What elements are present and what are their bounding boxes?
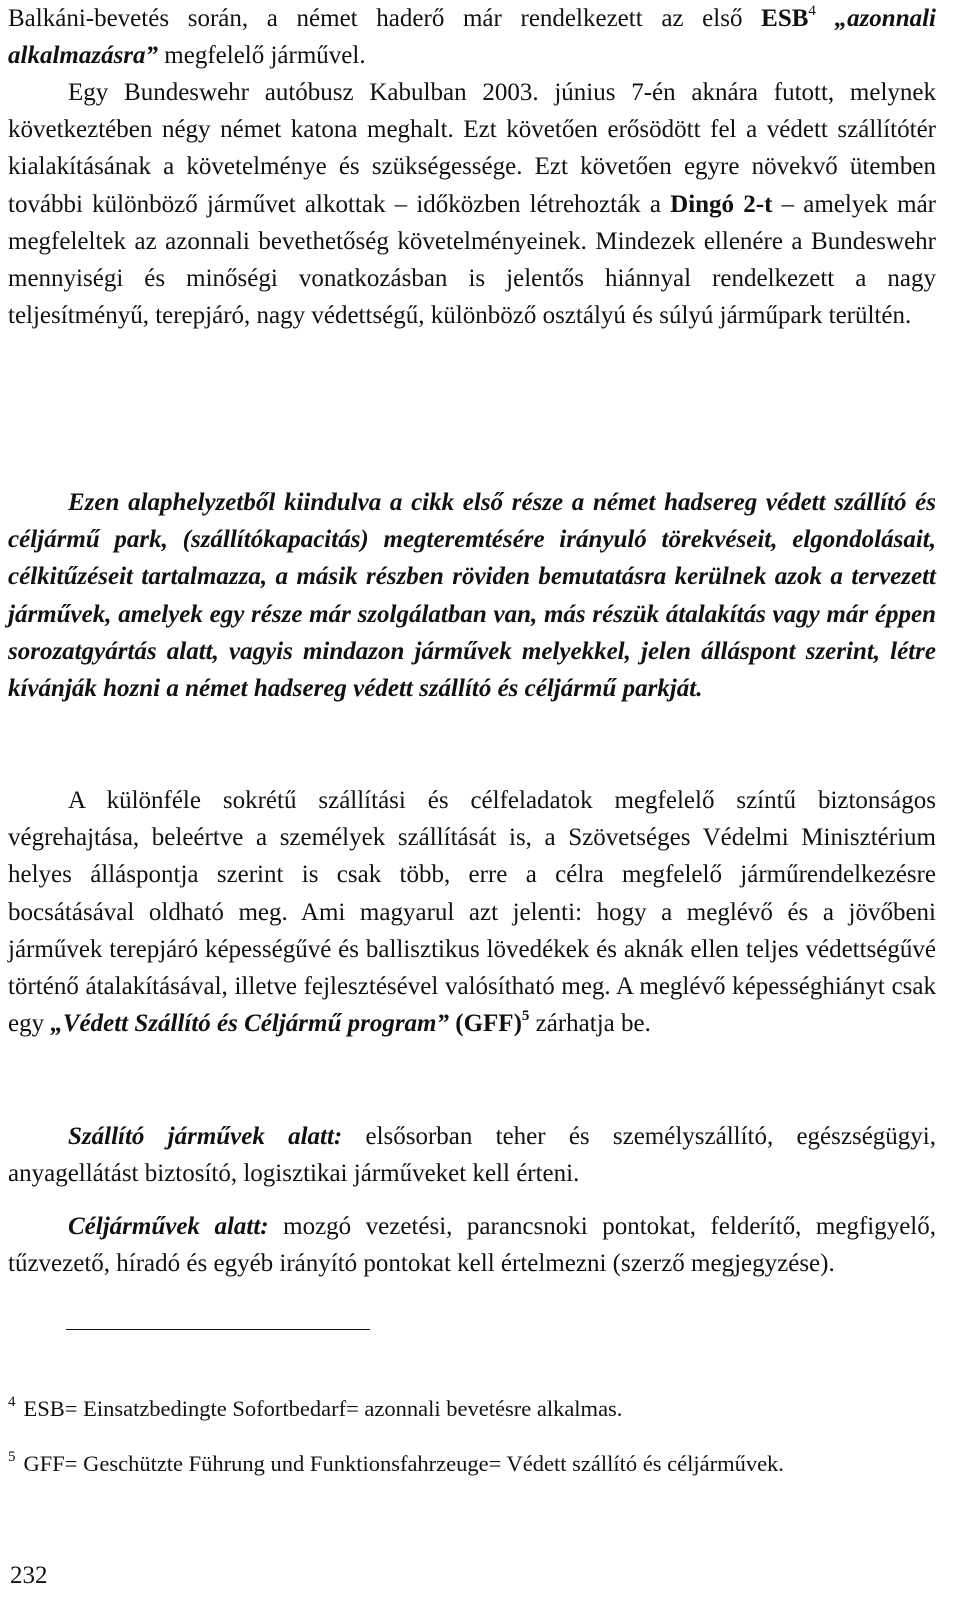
immediate-use-quote: „azonnali alkalmazásra” [8,5,937,70]
gff-text-after: zárhatja be. [535,1010,651,1038]
esb-acronym: ESB [761,5,809,32]
target-vehicles-term: Céljárművek alatt: [68,1213,269,1240]
target-vehicles-text: mozgó vezetési, parancsnoki pontokat, felderítő, megfigyelő, tűzvezető, híradó és egyéb irányító pontokat kell értelmezni (szerző megjegyzése). [8,1213,937,1278]
bundeswehr-text-after: – amelyek már megfeleltek az azonnali bevethetőség követelményeinek. Mindezek ellenére a Bundeswehr mennyiségi és minőségi vonatkozásban is jelentős hiánnyal rendelkezett a nagy teljesítményű, terepjáró, nagy védettségű, különböző osztályú és súlyú járműpark terültén. [8,190,937,330]
transport-vehicles-text: elsősorban teher és személyszállító, egészségügyi, anyagellátást biztosító, logisztikai járműveket kell érteni. [8,1123,936,1188]
intro-after-text: megfelelő járművel. [164,42,366,70]
footnote-5-number: 5 [8,1449,16,1465]
footnote-5 [8,1447,784,1480]
intro-text: Balkáni-bevetés során, a német haderő már rendelkezett az első [8,5,743,32]
article-summary-paragraph: Ezen alaphelyzetből kiindulva a cikk első része a német hadsereg védett szállító és céljármű park, (szállítókapacitás) megteremtésére irányuló törekvéseit, elgondolásait, célkitűzéseit tartalmazza, a másik részben röviden bemutatásra kerülnek azok a tervezett járművek, amelyek egy része már szolgálatban van, más részük átalakítás vagy már éppen sorozatgyártás alatt, vagyis mindazon járművek melyekkel, jelen álláspont szerint, létre kívánják hozni a német hadsereg védett szállító és céljármű parkját. [8,489,936,703]
target-vehicles-definition [8,1208,936,1282]
page-number: 232 [10,1562,48,1589]
footnote-ref-5[interactable]: 5 [521,1008,530,1025]
intro-paragraph [8,0,936,74]
footnote-separator [66,1329,370,1330]
footnote-4 [8,1392,622,1425]
gff-program-name: „Védett Szállító és Céljármű program” [50,1010,450,1038]
footnote-ref-4[interactable]: 4 [808,3,816,19]
footnote-4-number: 4 [8,1394,16,1410]
dingo-vehicle-name: Dingó 2-t [670,190,773,218]
transport-vehicles-term: Szállító járművek alatt: [68,1123,343,1150]
bundeswehr-paragraph [8,74,936,334]
gff-program-paragraph [8,782,936,1042]
bundeswehr-text-before: Egy Bundeswehr autóbusz Kabulban 2003. június 7-én aknára futott, melynek következtében négy német katona meghalt. Ezt követően erősödött fel a védett szállítótér kialakításának a követelménye és szükségessége. Ezt követően egyre növekvő ütemben további különböző járművet alkottak – időközben létrehozták a [8,79,936,218]
gff-text-before: A különféle sokrétű szállítási és célfeladatok megfelelő színtű biztonságos végrehajtása, beleértve a személyek szállítását is, a Szövetséges Védelmi Minisztérium helyes álláspontja szerint is csak több, erre a célra megfelelő járműrendelkezésre bocsátásával oldható meg. Ami magyarul azt jelenti: hogy a meglévő és a jövőbeni járművek terepjáró képességűvé és ballisztikus lövedékek és aknák ellen teljes védettségűvé történő átalakításával, illetve fejlesztésével valósítható meg. A meglévő képességhiányt csak egy [8,787,936,1038]
transport-vehicles-definition [8,1118,936,1192]
footnote-4-text: ESB= Einsatzbedingte Sofortbedarf= azonnali bevetésre alkalmas. [23,1396,623,1421]
gff-acronym: (GFF) [455,1010,522,1038]
footnote-5-text: GFF= Geschützte Führung und Funktionsfahrzeuge= Védett szállító és céljárművek. [23,1451,784,1476]
